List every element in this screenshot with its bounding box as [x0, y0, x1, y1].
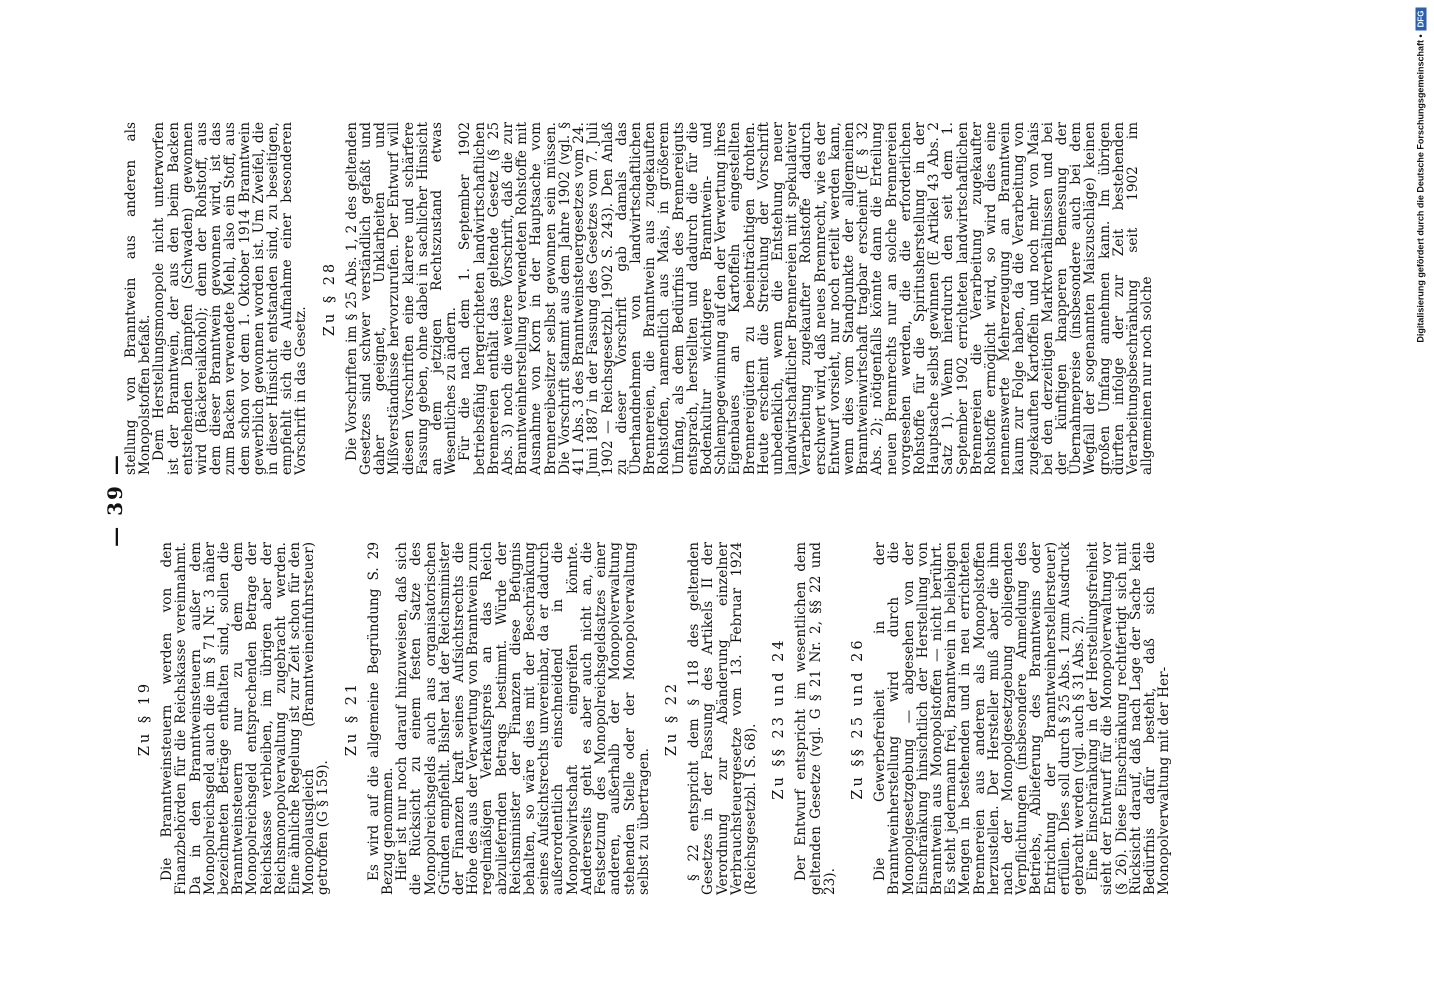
digitization-credit-text: Digitalisierung gefördert durch die Deutsche Forschungsgemeinschaft •: [1415, 34, 1426, 343]
section-heading: Zu §§ 23 und 24: [771, 637, 788, 800]
right-text-column: [124, 122, 1154, 475]
dfg-logo: DFG: [1415, 8, 1426, 31]
digitization-credit-strip: [1412, 8, 1428, 993]
section-heading: Zu § 19: [137, 680, 153, 757]
paragraph: Der Entwurf entspricht im wesentlichen dem geltenden Gesetze (vgl. G § 21 Nr. 2, §§ 22 und 23).: [793, 542, 838, 895]
paragraph: Dem Herstellungsmonopole nicht unterworfen ist der Branntwein, der aus den beim Backen entstehenden Dämpfen (Schwaden) gewonnen wird (Bäckereialkohol); denn der Rohstoff, aus dem dieser Branntwein gewonnen wird, ist das zum Backen verwendete Mehl, also ein Stoff, aus dem schon vor dem 1. Oktober 1914 Branntwein gewerblich gewonnen worden ist. Um Zweifel, die in dieser Hinsicht entstanden sind, zu beseitigen, empfiehlt sich die Aufnahme einer besonderen Vorschrift in das Gesetz.: [151, 122, 310, 475]
paragraph: Es wird auf die allgemeine Begründung S. 29 Bezug genommen.: [365, 542, 397, 895]
page-number: — 39 —: [103, 453, 127, 547]
paragraph: Die Vorschriften im § 25 Abs. 1, 2 des geltenden Gesetzes sind schwer verständlich gefaßt und daher geeignet, Unklarheiten und Mißverständnisse hervorzurufen. Der Entwurf will diesen Vorschriften eine klarere und schärfere Fassung geben, ohne dabei in sachlicher Hinsicht an dem jetzigen Rechtszustand etwas Wesentliches zu ändern.: [343, 122, 460, 475]
paragraph: Die Branntweinsteuern werden von den Finanzbehörden für die Reichskasse vereinnahmt. Da in den Branntweinsteuern außer dem Monopolreichsgeld auch die im § 71 Nr. 3 näher bezeichneten Beträge enthalten sind, sollen die Branntweinsteuern nur zu dem dem Monopolreichsgeld entsprechenden Betrage der Reichskasse verbleiben, im übrigen aber der Reichsmonopolverwaltung zugebracht werden. Eine ähnliche Regelung ist zur Zeit schon für den Monopolausgleich (Branntweineinfuhrsteuer) getroffen (G § 159).: [159, 542, 332, 895]
paragraph: Für die nach dem 1. September 1902 betriebsfähig hergerichteten landwirtschaftlichen Brennereien enthält das geltende Gesetz (§ 25 Abs. 3) noch die weitere Vorschrift, daß die zur Branntweinherstellung verwendeten Rohstoffe mit Ausnahme von Korn in der Hauptsache vom Brennereibesitzer selbst gewonnen sein müssen. Die Vorschrift stammt aus dem Jahre 1902 (vgl. § 41 I Abs. 3 des Branntweinsteuergesetzes vom 24. Juni 1887 in der Fassung des Gesetzes vom 7. Juli 1902 — Reichsgesetzbl. 1902 S. 243). Den Anlaß zu dieser Vorschrift gab damals das Überhandnehmen von landwirtschaftlichen Brennereien, die Branntwein aus zugekauften Rohstoffen, namentlich aus Mais, in größerem Umfang, als dem Bedürfnis des Brennereiguts entsprach, herstellten und dadurch die für die Bodenkultur wichtigere Branntwein- und Schlempegewinnung auf den der Verwertung ihres Eigenbaues an Kartoffeln eingestellten Brennereigütern zu beeinträchtigen drohten. Heute erscheint die Streichung der Vorschrift unbedenklich, wenn die Entstehung neuer landwirtschaftlicher Brennereien mit spekulativer Verarbeitung zugekaufter Rohstoffe dadurch erschwert wird, daß neues Brennrecht, wie es der Entwurf vorsieht, nur noch erteilt werden kann, wenn dies vom Standpunkte der allgemeinen Branntweinwirtschaft tragbar erscheint (E § 32 Abs. 2); nötigenfalls könnte dann die Erteilung neuen Brennrechts nur an solche Brennereien vorgesehen werden, die die erforderlichen Rohstoffe für die Spiritusherstellung in der Hauptsache selbst gewinnen (E Artikel 43 Abs. 2 Satz 1). Wenn hierdurch den seit dem 1. September 1902 errichteten landwirtschaftlichen Brennereien die Verarbeitung zugekaufter Rohstoffe ermöglicht wird, so wird dies eine nennenswerte Mehrerzeugung an Branntwein kaum zur Folge haben, da die Verarbeitung von zugekauften Kartoffeln und noch mehr von Mais bei den derzeitigen Marktverhältnissen und bei der künftigen knapperen Bemessung der Übernahmepreise (insbesondere auch bei dem Wegfall der sogenannten Maiszuschläge) keinen großen Umfang annehmen kann. Im übrigen dürften infolge der zur Zeit bestehenden Verarbeitungsbeschränkung seit 1902 im allgemeinen nur noch solche: [457, 122, 1156, 475]
left-text-column: [138, 542, 1171, 895]
section-heading: Zu § 22: [663, 680, 680, 757]
paragraph: § 22 entspricht dem § 118 des geltenden Gesetzes in der Fassung des Artikels II der Verordnung zur Abänderung einzelner Verbrauchsteuergesetze vom 13. Februar 1924 (Reichsgesetzbl. I S. 68).: [686, 542, 759, 895]
section-heading: Zu § 28: [321, 260, 338, 337]
paragraph: stellung von Branntwein aus anderen als Monopolstoffen befaßt.: [123, 122, 154, 475]
paragraph: Hier ist nur noch darauf hinzuweisen, daß sich die Rücksicht zu einem festen Satze des Monopolreichsgelds auch aus organisatorischen Gründen empfiehlt. Bisher hat der Reichsminister der Finanzen kraft seines Aufsichtsrechts die Höhe des aus der Verwertung von Branntwein zum regelmäßigen Verkaufspreis an das Reich abzuliefernden Betrags bestimmt. Würde der Reichsminister der Finanzen diese Befugnis behalten, so wäre dies mit der Beschränkung seines Aufsichtsrechts unvereinbar, da er dadurch außerordentlich einschneidend in die Monopolwirtschaft eingreifen könnte. Andererseits geht es aber auch nicht an, die Festsetzung des Monopolreichsgeldsatzes einer anderen, außerhalb der Monopolverwaltung stehenden Stelle oder der Monopolverwaltung selbst zu übertragen.: [394, 542, 652, 895]
paragraph: Eine Einschränkung in der Herstellungsfreiheit sieht der Entwurf für die Monopolverwaltung vor (§ 26). Diese Einschränkung rechtfertigt sich mit Rücksicht darauf, daß nach Lage der Sache kein Bedürfnis dafür besteht, daß sich die Monopolverwaltung mit der Her-: [1085, 542, 1173, 895]
section-heading: Zu §§ 25 und 26: [849, 637, 866, 800]
paragraph: Die Gewerbefreiheit in der Branntweinherstellung wird durch die Monopolgesetzgebung — abgesehen von der Einschränkung hinsichtlich der Herstellung von Branntwein aus Monopolstoffen — nicht berührt. Es steht jedermann frei, Branntwein in beliebigen Mengen in bestehenden und in neu errichteten Brennereien aus anderen als Monopolstoffen herzustellen. Der Hersteller muß aber die ihm nach der Monopolgesetzgebung obliegenden Verpflichtungen (insbesondere Anmeldung des Betriebs, Ablieferung des Branntweins oder Entrichtung der Branntweinherstellersteuer) erfüllen. Dies soll durch § 25 Abs. 1 zum Ausdruck gebracht werden (vgl. auch § 31 Abs. 2).: [872, 542, 1087, 895]
section-heading: Zu § 21: [343, 680, 360, 757]
